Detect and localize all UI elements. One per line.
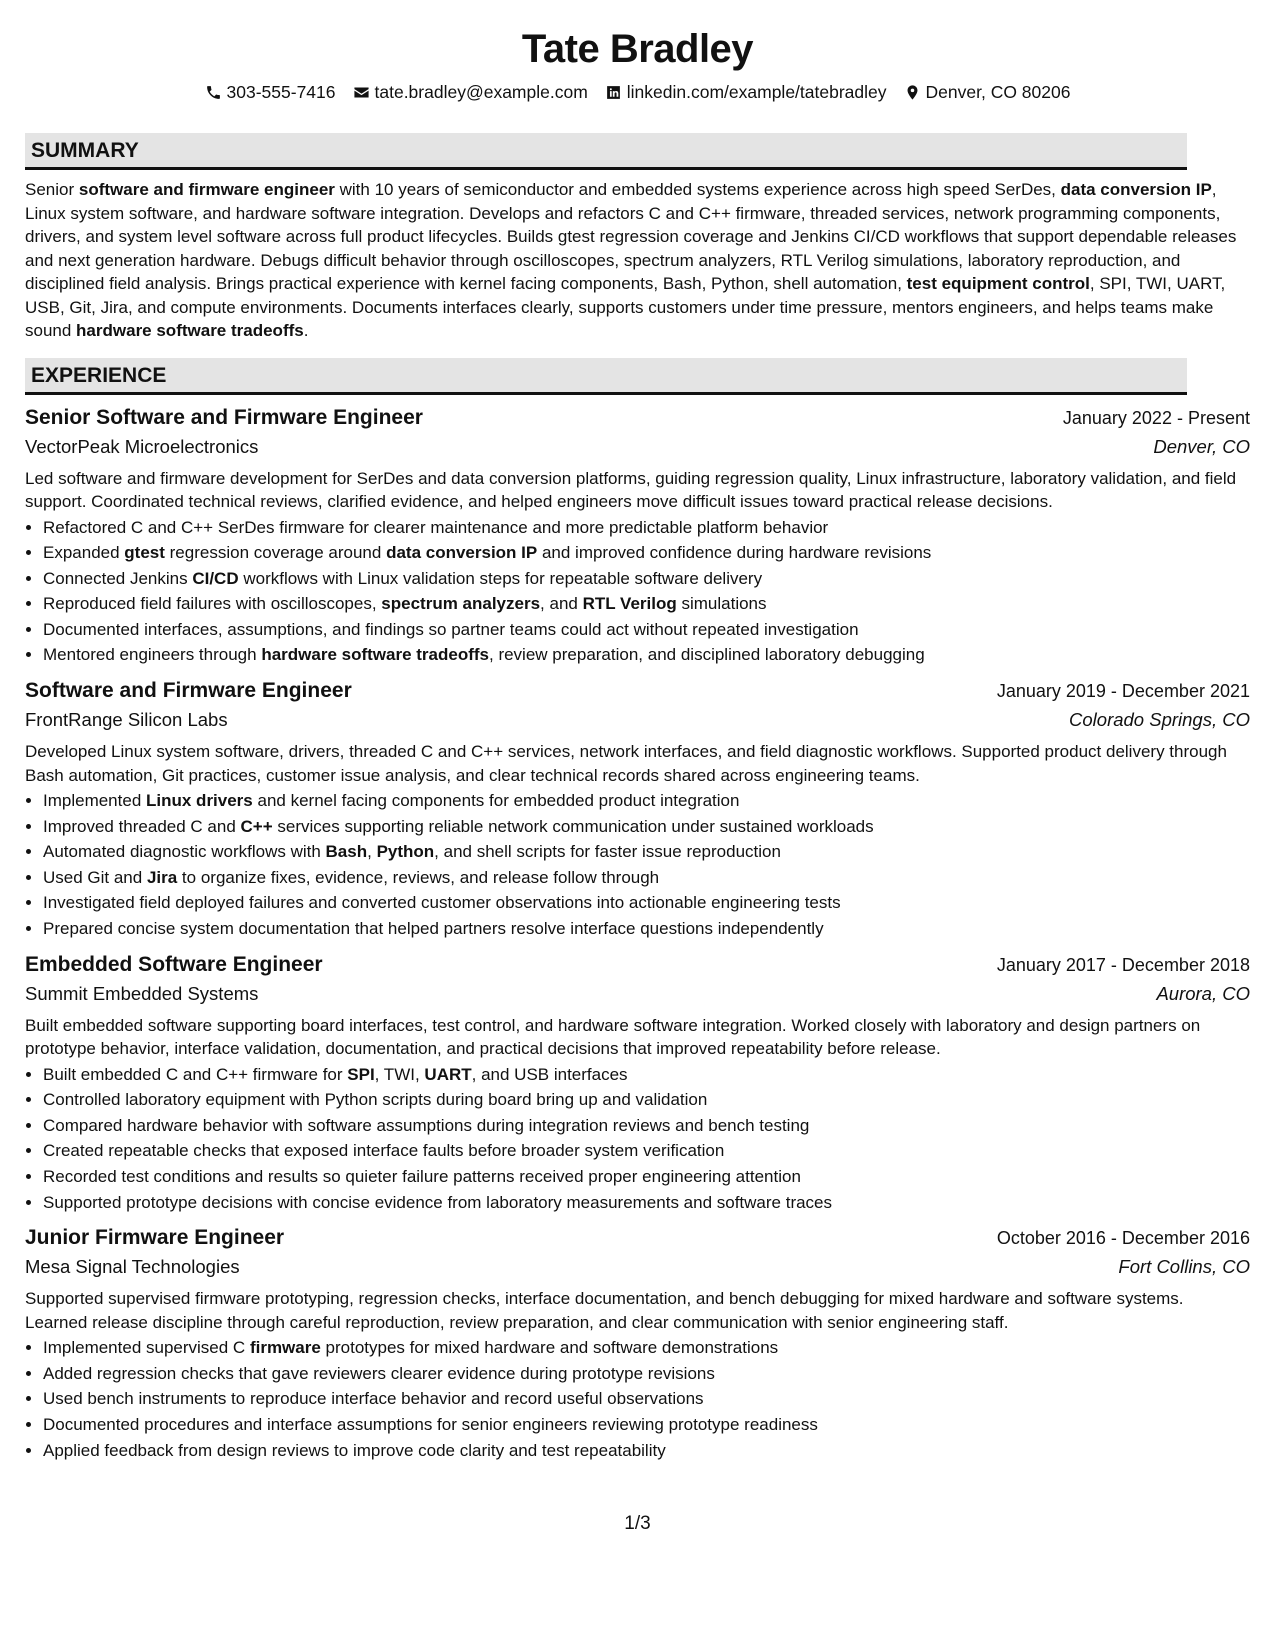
job-bullet — [43, 617, 1250, 643]
job-title-row — [25, 951, 1250, 979]
job-bullet — [43, 788, 1250, 814]
text-run: , and — [540, 594, 583, 614]
job-bullet — [43, 566, 1250, 592]
job-dates: January 2019 - December 2021 — [996, 681, 1250, 702]
job-bullet — [43, 1335, 1250, 1361]
text-run: Investigated field deployed failures and converted customer observations into actionable engineering tests — [43, 893, 841, 913]
job-bullet — [43, 540, 1250, 566]
job-bullet — [43, 1386, 1250, 1412]
job-dates: October 2016 - December 2016 — [996, 1228, 1250, 1249]
text-run: Supported prototype decisions with concise evidence from laboratory measurements and software traces — [43, 1192, 833, 1212]
linkedin-link[interactable]: linkedin.com/example/tatebradley — [626, 82, 887, 102]
text-run: workflows with Linux validation steps for repeatable software delivery — [238, 568, 763, 588]
bold-text: data conversion IP — [1060, 180, 1212, 199]
job-bullet — [43, 1113, 1250, 1139]
job-bullet — [43, 1190, 1250, 1216]
job-location: Colorado Springs, CO — [1069, 709, 1250, 731]
job-bullet — [43, 865, 1250, 891]
bold-text: UART — [424, 1064, 472, 1084]
job-entry — [25, 677, 1250, 942]
text-run: to organize fixes, evidence, reviews, and release follow through — [177, 867, 660, 887]
job-company: Mesa Signal Technologies — [25, 1256, 240, 1278]
text-run: Documented interfaces, assumptions, and findings so partner teams could act without repeated investigation — [43, 619, 859, 639]
text-run: Implemented supervised C — [43, 1338, 250, 1358]
job-bullet-list — [25, 515, 1250, 669]
text-run: regression coverage around — [164, 543, 387, 563]
text-run: Controlled laboratory equipment with Python scripts during board bring up and validation — [43, 1090, 708, 1110]
job-bullet — [43, 515, 1250, 541]
job-bullet — [43, 814, 1250, 840]
job-title: Senior Software and Firmware Engineer — [25, 405, 423, 429]
text-run: Mentored engineers through — [43, 645, 262, 665]
text-run: , Linux system software, and hardware software integration. Develops and refactors C and C++ firmware, threaded services, network programming components, drivers, and system level software across full product lifecycles. Builds gtest regression coverage and Jenkins CI/CD workflows that support dependable releases and next generation hardware. Debugs difficult behavior through oscilloscopes, spectrum analyzers, RTL Verilog simulations, laboratory reproduction, and disciplined field analysis. Brings practical experience with kernel facing components, Bash, Python, shell automation, — [25, 180, 1237, 293]
text-run: Prepared concise system documentation that helped partners resolve interface questions independently — [43, 919, 824, 939]
experience-list — [25, 404, 1250, 1464]
job-title-row — [25, 1224, 1250, 1252]
bold-text: Python — [376, 842, 435, 862]
phone-text: 303-555-7416 — [226, 82, 336, 102]
text-run: with 10 years of semiconductor and embedded systems experience across high speed SerDes, — [334, 180, 1061, 199]
job-location: Denver, CO — [1153, 435, 1250, 457]
bold-text: CI/CD — [192, 568, 239, 588]
job-bullet — [43, 1412, 1250, 1438]
text-run: , SPI, TWI, UART, USB, Git, Jira, and compute environments. Documents interfaces clearly, supports customers under time pressure, mentors engineers, and helps teams make sound — [25, 274, 1226, 340]
job-bullet-list — [25, 1335, 1250, 1463]
job-bullet — [43, 1361, 1250, 1387]
phone-icon — [205, 84, 222, 101]
job-dates: January 2017 - December 2018 — [996, 954, 1250, 975]
text-run: Implemented — [43, 791, 146, 811]
text-run: Applied feedback from design reviews to improve code clarity and test repeatability — [43, 1440, 666, 1460]
job-company: FrontRange Silicon Labs — [25, 709, 228, 731]
text-run: Recorded test conditions and results so quieter failure patterns received proper engineering attention — [43, 1167, 801, 1186]
text-run: , TWI, — [374, 1064, 425, 1084]
text-run: , and USB interfaces — [471, 1064, 628, 1084]
job-description: Built embedded software supporting board interfaces, test control, and hardware software integration. Worked closely with laboratory and design partners on prototype behavior, interface validation, documentation, and practical decisions that improved repeatability before release. — [25, 1015, 1201, 1059]
bold-text: RTL Verilog — [582, 594, 677, 614]
text-run: Connected Jenkins — [43, 568, 193, 588]
job-bullet-list — [25, 1062, 1250, 1216]
map-pin-icon — [904, 84, 921, 101]
envelope-icon — [353, 84, 370, 101]
job-title-row — [25, 404, 1250, 432]
job-entry — [25, 404, 1250, 669]
text-run: Added regression checks that gave reviewers clearer evidence during prototype revisions — [43, 1363, 715, 1383]
text-run: and improved confidence during hardware revisions — [537, 543, 932, 563]
text-run: and kernel facing components for embedded product integration — [252, 791, 740, 811]
text-run: Expanded — [43, 543, 125, 563]
job-description: Developed Linux system software, drivers, threaded C and C++ services, network interfaces, and field diagnostic workflows. Supported product delivery through Bash automation, Git practices, customer issue analysis, and clear technical records shared across engineering teams. — [25, 742, 1227, 785]
job-bullet-list — [25, 788, 1250, 942]
job-company: VectorPeak Microelectronics — [25, 435, 259, 457]
text-run: Senior — [25, 180, 79, 199]
text-run: , and shell scripts for faster issue reproduction — [434, 842, 781, 862]
job-description: Led software and firmware development for SerDes and data conversion platforms, guiding regression quality, Linux infrastructure, laboratory validation, and field support. Coordinated technical reviews, clarified evidence, and helped engineers move difficult issues toward practical release decisions. — [25, 468, 1237, 511]
contact-email[interactable] — [353, 81, 588, 103]
job-bullet — [43, 642, 1250, 668]
text-run: Created repeatable checks that exposed interface faults before broader system verification — [43, 1141, 725, 1161]
bold-text: SPI — [347, 1064, 375, 1084]
job-company: Summit Embedded Systems — [25, 982, 259, 1004]
bold-text: C++ — [240, 816, 273, 836]
text-run: Improved threaded C and — [43, 816, 241, 836]
job-dates: January 2022 - Present — [1062, 407, 1250, 428]
bold-text: spectrum analyzers — [381, 594, 541, 614]
job-entry — [25, 1224, 1250, 1463]
experience-heading: EXPERIENCE — [25, 358, 1187, 395]
text-run: Reproduced field failures with oscilloscopes, — [43, 594, 382, 614]
bold-text: gtest — [124, 543, 165, 563]
text-run: Used Git and — [43, 867, 147, 887]
text-run: . — [303, 321, 309, 340]
text-run: , — [367, 842, 377, 862]
bold-text: Jira — [146, 867, 178, 887]
text-run: simulations — [676, 594, 767, 614]
job-location: Aurora, CO — [1156, 982, 1250, 1004]
text-run: Documented procedures and interface assumptions for senior engineers reviewing prototype readiness — [43, 1414, 818, 1434]
job-company-row — [25, 705, 1250, 735]
job-bullet — [43, 1087, 1250, 1113]
contact-bar — [88, 81, 1187, 103]
text-run: Used bench instruments to reproduce interface behavior and record useful observations — [43, 1389, 704, 1409]
candidate-name: Tate Bradley — [521, 27, 754, 71]
text-run: services supporting reliable network communication under sustained workloads — [272, 816, 874, 836]
job-title: Embedded Software Engineer — [25, 952, 323, 976]
job-description: Supported supervised firmware prototyping, regression checks, interface documentation, and bench debugging for mixed hardware and software systems. Learned release discipline through careful reproduction, review preparation, and clear communication with senior engineering staff. — [25, 1289, 1184, 1332]
bold-text: hardware software tradeoffs — [76, 321, 304, 340]
bold-text: hardware software tradeoffs — [261, 645, 489, 665]
text-run: Compared hardware behavior with software assumptions during integration reviews and bench testing — [43, 1115, 810, 1135]
bold-text: Bash — [325, 842, 368, 862]
job-bullet — [43, 916, 1250, 942]
page-number: 1/3 — [624, 1513, 651, 1534]
text-run: Refactored C and C++ SerDes firmware for clearer maintenance and more predictable platform behavior — [43, 517, 829, 537]
job-bullet — [43, 1138, 1250, 1164]
contact-location — [904, 81, 1071, 103]
email-link[interactable]: tate.bradley@example.com — [374, 82, 588, 102]
contact-phone — [205, 81, 336, 103]
contact-linkedin[interactable] — [605, 81, 887, 103]
linkedin-icon — [605, 84, 622, 101]
job-location: Fort Collins, CO — [1118, 1256, 1250, 1278]
text-run: prototypes for mixed hardware and software demonstrations — [320, 1338, 779, 1358]
job-bullet — [43, 1062, 1250, 1088]
job-entry — [25, 951, 1250, 1216]
job-bullet — [43, 839, 1250, 865]
text-run: Automated diagnostic workflows with — [43, 842, 326, 862]
text-run: , review preparation, and disciplined laboratory debugging — [489, 645, 925, 665]
location-text: Denver, CO 80206 — [925, 82, 1071, 102]
bold-text: data conversion IP — [386, 543, 538, 563]
job-bullet — [43, 591, 1250, 617]
job-title: Software and Firmware Engineer — [25, 679, 352, 703]
job-company-row — [25, 432, 1250, 462]
job-title: Junior Firmware Engineer — [25, 1226, 285, 1250]
job-bullet — [43, 890, 1250, 916]
job-title-row — [25, 677, 1250, 705]
bold-text: test equipment control — [906, 274, 1090, 293]
job-company-row — [25, 979, 1250, 1009]
bold-text: software and firmware engineer — [78, 180, 335, 199]
job-bullet — [43, 1164, 1250, 1190]
bold-text: Linux drivers — [146, 791, 253, 811]
job-bullet — [43, 1438, 1250, 1464]
bold-text: firmware — [249, 1338, 321, 1358]
text-run: Built embedded C and C++ firmware for — [43, 1064, 348, 1084]
summary-heading: SUMMARY — [25, 133, 1187, 170]
summary-text — [25, 178, 1250, 343]
job-company-row — [25, 1252, 1250, 1282]
